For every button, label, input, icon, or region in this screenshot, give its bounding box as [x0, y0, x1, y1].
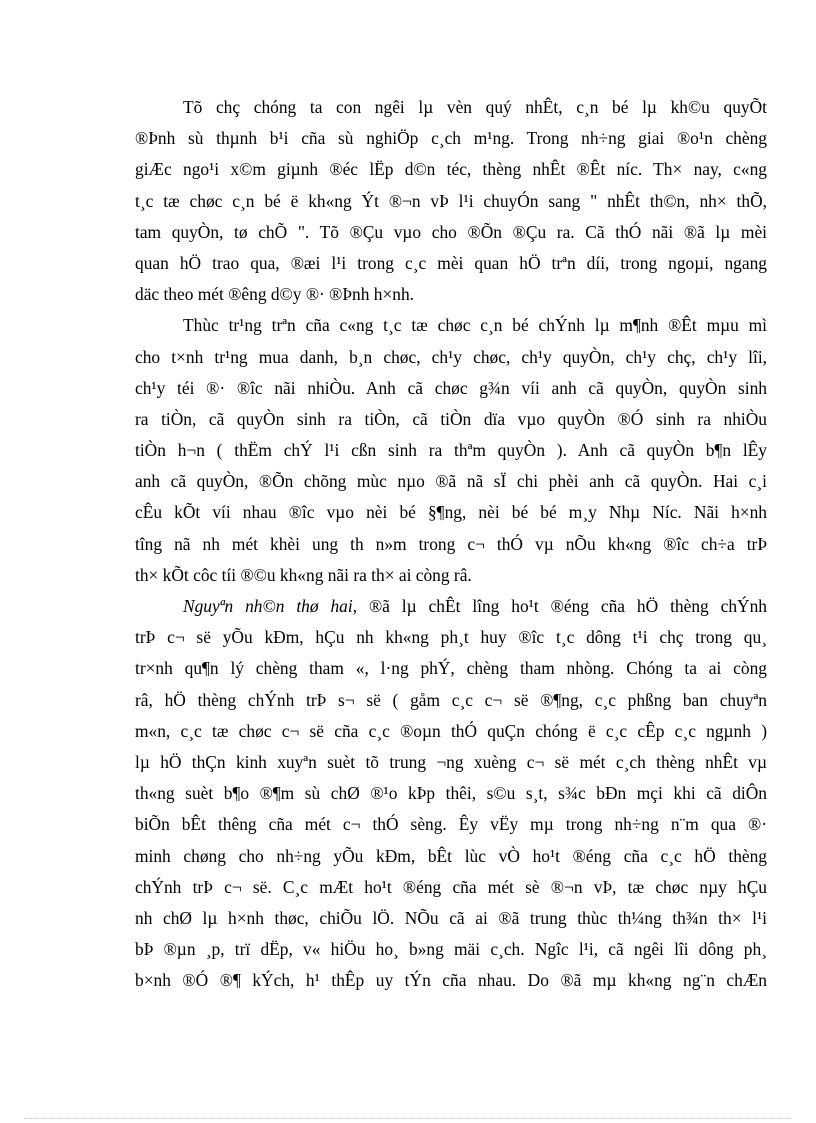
- text-line: lµ hÖ thÇn kinh xuyªn suèt tõ trung ¬ng xuèng c¬ së mét c¸ch thèng nhÊt vµ: [135, 751, 767, 772]
- text-line: quan hÖ trao qua, ®æi l¹i trong c¸c mèi quan hÖ trªn díi, trong ngoµi, ngang: [135, 252, 767, 273]
- text-line: t¸c tæ chøc c¸n bé ë kh«ng Ýt ®¬n vÞ l¹i chuyÓn sang " nhÊt th©n, nh× thÕ,: [135, 190, 767, 211]
- page-bottom-divider: [24, 1118, 792, 1119]
- document-body: [135, 92, 767, 996]
- italic-lead: Nguyªn nh©n thø hai: [183, 596, 353, 616]
- text-line: tîng nã nh mét khèi ung th n»m trong c¬ thÓ vµ nÕu kh«ng ®îc ch÷a trÞ: [135, 533, 767, 554]
- text-line: däc theo mét ®êng d©y ®· ®Þnh h×nh.: [135, 284, 415, 305]
- text-line: ch¹y téi ®· ®îc nãi nhiÒu. Anh cã chøc g¾n víi anh cã quyÒn, quyÒn sinh: [135, 377, 767, 398]
- text-line: ®Þnh sù thµnh b¹i cña sù nghiÖp c¸ch m¹ng. Trong nh÷ng giai ®o¹n chèng: [135, 128, 767, 149]
- text-line: trÞ c¬ së yÕu kÐm, hÇu nh kh«ng ph¸t huy ®îc t¸c dông t¹i chç trong qu¸: [135, 627, 767, 648]
- text-line: biÕn bÊt thêng cña mét c¬ thÓ sèng. Êy vËy mµ trong nh÷ng n¨m qua ®·: [135, 814, 767, 835]
- text-line: giÆc ngo¹i x©m giµnh ®éc lËp d©n téc, thèng nhÊt ®Êt níc. Th× nay, c«ng: [135, 159, 767, 180]
- text-run: , ®ã lµ chÊt lîng ho¹t ®éng cña hÖ thèng chÝnh: [352, 596, 767, 616]
- text-line: th«ng suèt b¶o ®¶m sù chØ ®¹o kÞp thêi, s©u s¸t, s¾c bÐn mçi khi cã diÔn: [135, 783, 767, 804]
- text-line: [135, 591, 767, 622]
- text-line: bÞ ®µn ¸p, trï dËp, v« hiÖu ho¸ b»ng mäi c¸ch. Ngîc l¹i, cã ngêi lîi dông ph¸: [135, 939, 767, 960]
- text-line: minh chøng cho nh÷ng yÕu kÐm, bÊt lùc vÒ ho¹t ®éng cña c¸c hÖ thèng: [135, 845, 767, 866]
- text-line: chÝnh trÞ c¬ së. C¸c mÆt ho¹t ®éng cña mét sè ®¬n vÞ, tæ chøc nµy hÇu: [135, 876, 767, 897]
- text-line: râ, hÖ thèng chÝnh trÞ s¬ së ( gåm c¸c c¬ së ®¶ng, c¸c phßng ban chuyªn: [135, 689, 767, 710]
- text-line: th× kÕt côc tíi ®©u kh«ng nãi ra th× ai còng râ.: [135, 564, 472, 585]
- text-line: tiÒn h¬n ( thËm chÝ l¹i cßn sinh ra thªm quyÒn ). Anh cã quyÒn b¶n lÊy: [135, 440, 767, 461]
- text-line: Thùc tr¹ng trªn cña c«ng t¸c tæ chøc c¸n bé chÝnh lµ m¶nh ®Êt mµu mì: [183, 315, 767, 336]
- text-line: Tõ chç chóng ta con ngêi lµ vèn quý nhÊt, c¸n bé lµ kh©u quyÕt: [183, 97, 767, 117]
- text-line: anh cã quyÒn, ®Õn chõng mùc nµo ®ã nã sÏ chi phèi anh cã quyÒn. Hai c¸i: [135, 471, 767, 492]
- text-line: tr×nh qu¶n lý chèng tham «, l·ng phÝ, chèng tham nhòng. Chóng ta ai còng: [135, 658, 767, 679]
- text-line: tam quyÒn, tø chÕ ". Tõ ®Çu vµo cho ®Õn ®Çu ra. Cã thÓ nãi ®ã lµ mèi: [135, 221, 767, 242]
- text-line: ra tiÒn, cã quyÒn sinh ra tiÒn, cã tiÒn dïa vµo quyÒn ®Ó sinh ra nhiÒu: [135, 408, 767, 429]
- text-line: b×nh ®Ó ®¶ kÝch, h¹ thÊp uy tÝn cña nhau. Do ®ã mµ kh«ng ng¨n chÆn: [135, 970, 767, 991]
- text-line: m«n, c¸c tæ chøc c¬ së cña c¸c ®oµn thÓ quÇn chóng ë c¸c cÊp c¸c ngµnh ): [135, 720, 767, 741]
- paragraph-1: [135, 92, 767, 310]
- text-line: nh chØ lµ h×nh thøc, chiÕu lÖ. NÕu cã ai ®ã trung thùc th¼ng th¾n th× l¹i: [135, 907, 767, 928]
- paragraph-2: [135, 310, 767, 591]
- text-line: cÊu kÕt víi nhau ®îc vµo nèi bé §¶ng, nèi bé bé m¸y Nhµ Níc. Nãi h×nh: [135, 502, 767, 523]
- text-line: cho t×nh tr¹ng mua danh, b¸n chøc, ch¹y chøc, ch¹y quyÒn, ch¹y chç, ch¹y lîi,: [135, 346, 767, 367]
- paragraph-3: [135, 591, 767, 996]
